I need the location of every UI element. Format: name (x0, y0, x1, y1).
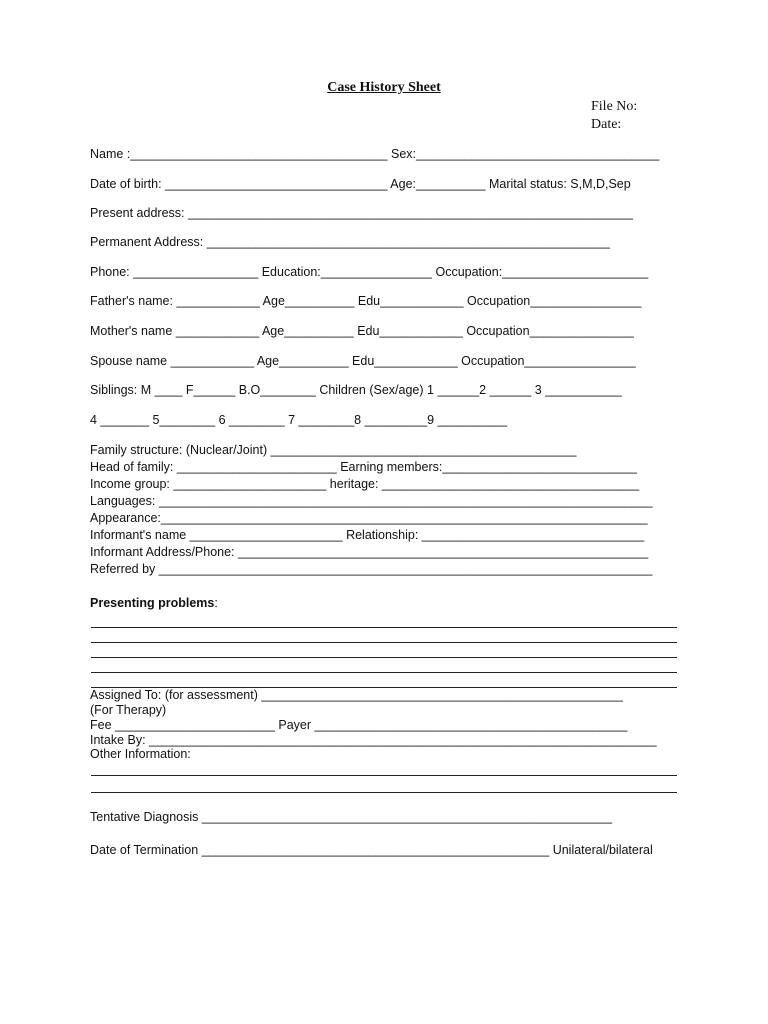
informant-name-row: Informant's name ______________________ Relationship: ________________________________ (90, 528, 645, 542)
page-title: Case History Sheet (327, 80, 441, 95)
dob-age-marital-row: Date of birth: ________________________________ Age:__________ Marital status: S,M,D,Sep (90, 177, 631, 191)
mother-row: Mother's name ____________ Age__________ Edu____________ Occupation_______________ (90, 324, 634, 338)
for-therapy-row: (For Therapy) (90, 703, 167, 717)
blank-line (91, 627, 677, 628)
other-information-label: Other Information: (90, 747, 191, 761)
presenting-problems-label: Presenting problems (90, 596, 215, 610)
assigned-to-row: Assigned To: (for assessment) ____________________________________________________ (90, 688, 623, 702)
permanent-address-row: Permanent Address: __________________________________________________________ (90, 235, 610, 249)
spouse-row: Spouse name ____________ Age__________ Edu____________ Occupation________________ (90, 354, 636, 368)
phone-education-occupation-row: Phone: __________________ Education:________________ Occupation:_____________________ (90, 265, 649, 279)
siblings-children-row: Siblings: M ____ F______ B.O________ Children (Sex/age) 1 ______2 ______ 3 ___________ (90, 383, 622, 397)
blank-line (91, 657, 677, 658)
blank-line (91, 642, 677, 643)
blank-line (91, 792, 677, 793)
date-of-termination-row: Date of Termination __________________________________________________ Unilateral/bilateral (90, 843, 653, 857)
referred-by-row: Referred by _______________________________________________________________________ (90, 562, 653, 576)
present-address-row: Present address: ________________________________________________________________ (90, 206, 633, 220)
tentative-diagnosis-row: Tentative Diagnosis ___________________________________________________________ (90, 810, 613, 824)
name-sex-row: Name :_____________________________________ Sex:___________________________________ (90, 147, 660, 161)
appearance-row: Appearance:______________________________________________________________________ (90, 511, 648, 525)
blank-line (91, 775, 677, 776)
blank-line (91, 672, 677, 673)
family-structure-row: Family structure: (Nuclear/Joint) ____________________________________________ (90, 443, 577, 457)
income-group-row: Income group: ______________________ heritage: _____________________________________ (90, 477, 640, 491)
intake-by-row: Intake By: _________________________________________________________________________ (90, 733, 657, 747)
fee-payer-row: Fee _______________________ Payer _____________________________________________ (90, 718, 628, 732)
date-label: Date: (591, 117, 622, 132)
informant-address-row: Informant Address/Phone: ___________________________________________________________ (90, 545, 649, 559)
presenting-problems-colon: : (214, 596, 218, 610)
children-continued-row: 4 _______ 5________ 6 ________ 7 ________8 _________9 __________ (90, 413, 508, 427)
file-no-label: File No: (591, 99, 638, 114)
head-of-family-row: Head of family: _______________________ Earning members:____________________________ (90, 460, 637, 474)
father-row: Father's name: ____________ Age__________ Edu____________ Occupation________________ (90, 294, 642, 308)
languages-row: Languages: _______________________________________________________________________ (90, 494, 653, 508)
presenting-problems-heading (90, 596, 218, 610)
